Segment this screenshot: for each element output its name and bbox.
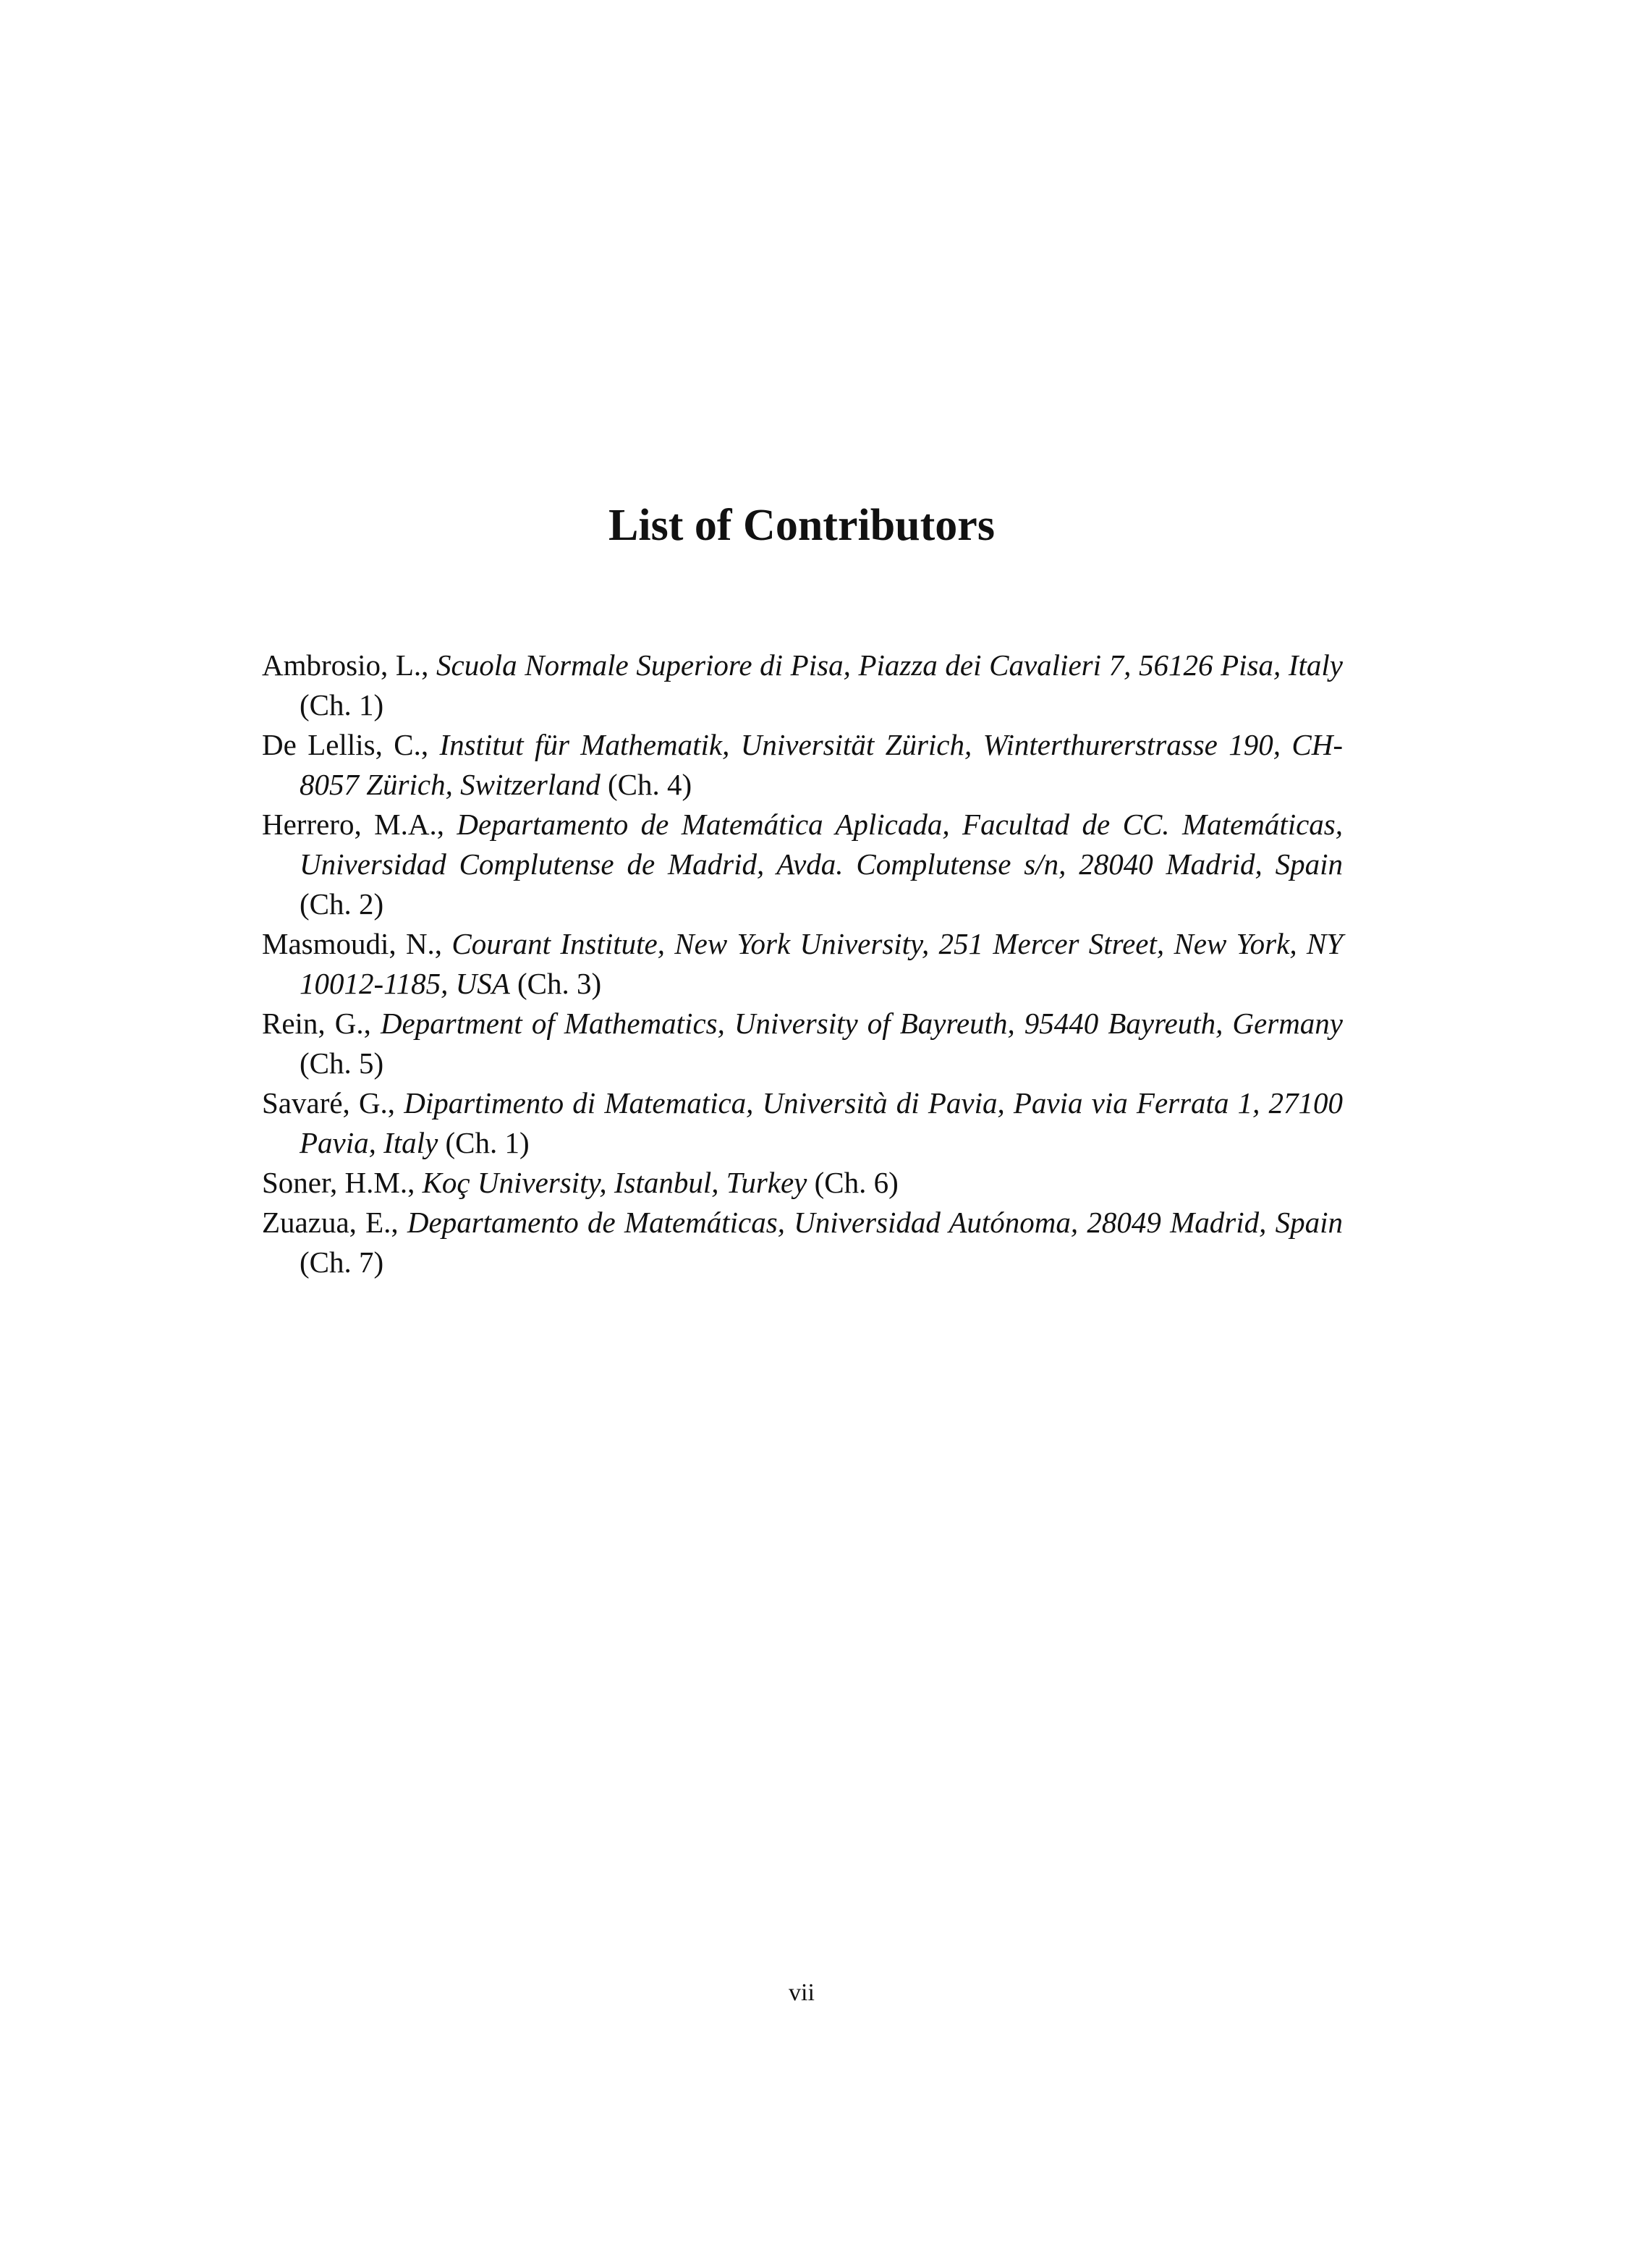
contributor-affiliation: Institut für Mathematik, Universität Zürich, Winterthurerstrasse 190, CH-8057 Zürich, Switzerland	[300, 728, 1344, 801]
contributor-chapter: (Ch. 1)	[445, 1126, 530, 1159]
contributor-chapter: (Ch. 2)	[300, 887, 384, 921]
contributor-chapter: (Ch. 6)	[814, 1166, 899, 1199]
contributor-entry	[262, 1083, 1343, 1163]
contributor-name: Ambrosio, L.,	[262, 648, 429, 682]
contributor-name: Rein, G.,	[262, 1007, 371, 1040]
contributor-name: Soner, H.M.,	[262, 1166, 415, 1199]
contributor-name: Zuazua, E.,	[262, 1206, 399, 1239]
contributor-entry	[262, 725, 1343, 805]
contributor-entry	[262, 646, 1343, 725]
contributor-entry	[262, 1004, 1343, 1083]
contributor-name: Herrero, M.A.,	[262, 808, 444, 841]
page-number: vii	[789, 1979, 815, 2006]
contributor-name: Savaré, G.,	[262, 1086, 396, 1120]
contributor-chapter: (Ch. 5)	[300, 1046, 384, 1080]
page-title: List of Contributors	[608, 501, 995, 550]
contributor-chapter: (Ch. 3)	[517, 967, 602, 1000]
contributor-affiliation: Departamento de Matemática Aplicada, Facultad de CC. Matemáticas, Universidad Complutense de Madrid, Avda. Complutense s/n, 28040 Madrid, Spain	[300, 808, 1344, 881]
contributor-chapter: (Ch. 4)	[607, 768, 692, 801]
contributor-entry	[262, 805, 1343, 924]
contributor-affiliation: Scuola Normale Superiore di Pisa, Piazza dei Cavalieri 7, 56126 Pisa, Italy	[436, 648, 1343, 682]
contributor-affiliation: Koç University, Istanbul, Turkey	[422, 1166, 807, 1199]
contributor-chapter: (Ch. 1)	[300, 688, 384, 722]
contributor-affiliation: Dipartimento di Matematica, Università di Pavia, Pavia via Ferrata 1, 27100 Pavia, Italy	[300, 1086, 1343, 1159]
contributor-chapter: (Ch. 7)	[300, 1245, 384, 1279]
contributor-list	[262, 646, 1343, 1282]
contributor-name: Masmoudi, N.,	[262, 927, 443, 960]
contributor-affiliation: Department of Mathematics, University of Bayreuth, 95440 Bayreuth, Germany	[380, 1007, 1344, 1040]
contributor-affiliation: Courant Institute, New York University, 251 Mercer Street, New York, NY 10012-1185, USA	[300, 927, 1344, 1000]
contributor-name: De Lellis, C.,	[262, 728, 429, 761]
contributor-affiliation: Departamento de Matemáticas, Universidad Autónoma, 28049 Madrid, Spain	[407, 1206, 1344, 1239]
contributor-entry	[262, 924, 1343, 1004]
contributor-entry	[262, 1203, 1343, 1282]
contributor-entry	[262, 1163, 1343, 1203]
